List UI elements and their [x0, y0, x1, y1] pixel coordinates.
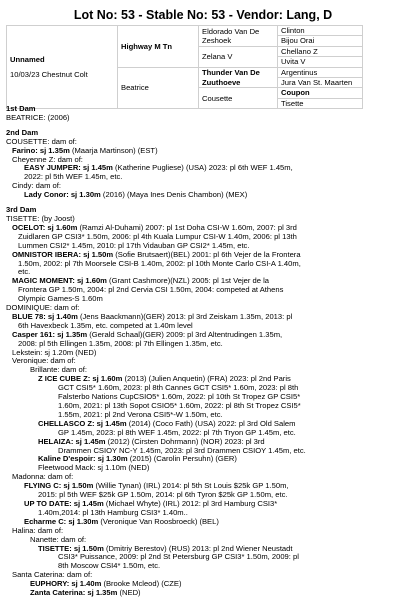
section-heading: 2nd Dam	[6, 127, 39, 137]
record-line	[6, 589, 404, 598]
record-text: 6th Havexbeck 1.35m, etc. competed at 1.40m level	[18, 320, 193, 330]
record-line	[6, 260, 404, 269]
record-text: TISETTE: (by Joost)	[6, 213, 75, 223]
record-text: COUSETTE: dam of:	[6, 136, 77, 146]
record-text: (Grant Cashmore)(NZL) 2005: pl 1st Vejer de la	[106, 276, 270, 286]
section-heading: 3rd Dam	[6, 205, 37, 215]
record-text: Frontera GP 1.50m, 2004: pl 2nd Cervia CSI 1.50m, 2004: competed at Athens	[18, 285, 284, 295]
horse-result: Z ICE CUBE Z: sj 1.60m	[38, 374, 123, 384]
record-text: 2015: pl 5th WEF $25k GP 1.50m, 2014: pl 6th Tyron $25k GP 1.50m, etc.	[38, 490, 288, 500]
record-text: (NED)	[117, 588, 141, 598]
record-text: Lekstein: sj 1.20m (NED)	[12, 347, 97, 357]
record-text: Brillante: dam of:	[30, 365, 87, 375]
record-text: 2022: pl 5th WEF 1.45m, etc.	[24, 172, 123, 182]
record-text: 1.55m, 2021: pl 2nd Verona CSI5*-W 1.50m, etc.	[58, 409, 223, 419]
horse-result: EUPHORY: sj 1.40m	[30, 579, 102, 589]
record-text: Drammen CSIOY NC-Y 1.45m, 2023: pl 3rd Drammen CSIOY 1.45m, etc.	[58, 445, 306, 455]
dsd-cell: Jura Van St. Maarten	[278, 78, 363, 88]
horse-result: EASY JUMPER: sj 1.45m	[24, 163, 113, 173]
horse-result: Farino: sj 1.35m	[12, 145, 70, 155]
record-line	[6, 191, 404, 200]
record-text: (2013) (Julien Anquetin) (FRA) 2023: pl 2nd Paris	[122, 374, 291, 384]
record-text: Lummen CSI2* 1.45m, 2010: pl 17th Vidauban GP CSI2* 1.45m, etc.	[18, 240, 250, 250]
record-text: etc.	[18, 267, 31, 277]
record-text: Nanette: dam of:	[30, 534, 87, 544]
record-text: (Jens Baackmann)(GER) 2013: pl 3rd Zeiskam 1.35m, 2013: pl	[77, 311, 293, 321]
produce-record	[6, 105, 404, 598]
horse-result: MAGIC MOMENT: sj 1.60m	[12, 276, 107, 286]
record-text: Zuidlaren GP CSI3* 1.50m, 2006: pl 4th Kuala Lumpur CSI-W 1.40m, 2006: pl 13th	[18, 231, 297, 241]
horse-result: BLUE 78: sj 1.40m	[12, 311, 78, 321]
sire-dam-cell: Zelana V	[199, 46, 278, 67]
dam-dam-cell: Cousette	[199, 88, 278, 109]
record-text: Veronique: dam of:	[12, 356, 76, 366]
dss-cell: Argentinus	[278, 67, 363, 77]
record-text: Santa Caterina: dam of:	[12, 570, 93, 580]
record-text: BEATRICE: (2006)	[6, 112, 70, 122]
record-text: (Brooke Mcleod) (CZE)	[101, 579, 182, 589]
record-line	[6, 114, 404, 123]
dam-cell: Beatrice	[118, 67, 199, 109]
record-text: Olympic Games-S 1.60m	[18, 294, 103, 304]
record-text: (Maarja Martinson) (EST)	[69, 145, 158, 155]
record-text: (Ramzi Al-Duhami) 2007: pl 1st Doha CSI-W 1.60m, 2007: pl 3rd	[77, 222, 297, 232]
dds-cell: Coupon	[278, 88, 363, 98]
record-text: GP 1.45m, 2023: pl 8th WEF 1.45m, 2022: pl 7th Tryon GP 1.45m, etc.	[58, 427, 296, 437]
record-text: Cindy: dam of:	[12, 181, 61, 191]
horse-result: OCELOT: sj 1.60m	[12, 222, 78, 232]
record-text: Cheyenne Z: dam of:	[12, 154, 83, 164]
sire-cell: Highway M Tn	[118, 26, 199, 68]
record-text: (Dmitriy Berestov) (RUS) 2013: pl 2nd Wiener Neustadt	[103, 543, 293, 553]
horse-result: Zanta Caterina: sj 1.35m	[30, 588, 118, 598]
record-text: (Sofie Brutsaert)(BEL) 2001: pl 6th Vejer de la Frontera	[113, 249, 301, 259]
record-text: (2014) (Coco Fath) (USA) 2022: pl 3rd Old Salem	[126, 418, 296, 428]
record-text: Madonna: dam of:	[12, 472, 74, 482]
record-text: CSI3* Puissance, 2009: pl 2nd St Petersburg GP CSI3* 1.50m, 2009: pl	[58, 552, 299, 562]
record-text: (Willie Tynan) (IRL) 2014: pl 5th St Louis $25k GP 1.50m,	[93, 481, 289, 491]
record-text: Halina: dam of:	[12, 525, 64, 535]
section-heading: 1st Dam	[6, 104, 36, 113]
horse-result: Kaline D'espoir: sj 1.30m	[38, 454, 128, 464]
record-text: 1.50m, 2002: pl 7th Moorsele CSI-B 1.40m, 2002: pl 10th Monte Carlo CSI-A 1.40m,	[18, 258, 301, 268]
horse-cell	[7, 26, 118, 109]
horse-result: HELAIZA: sj 1.45m	[38, 436, 106, 446]
record-text: 1.60m, 2021: pl 13th Sopot CSIO5* 1.60m, 2022: pl 8th St Tropez CSI5*	[58, 401, 301, 410]
sire-sire-cell: Eldorado Van De Zeshoek	[199, 26, 278, 47]
lot-header: Lot No: 53 - Stable No: 53 - Vendor: Lang, D	[73, 8, 333, 22]
record-line	[6, 518, 404, 527]
horse-result: Echarme C: sj 1.30m	[24, 516, 99, 526]
record-text: (2016) (Maya Ines Denis Chambon) (MEX)	[100, 190, 248, 200]
record-text: (2012) (Cirsten Dohrmann) (NOR) 2023: pl 3rd	[105, 436, 265, 446]
record-text: Fleetwood Mack: sj 1.10m (NED)	[38, 463, 150, 473]
horse-result: TISETTE: sj 1.50m	[38, 543, 104, 553]
ddd-cell: Tisette	[278, 98, 363, 108]
record-text: (Katherine Pugliese) (USA) 2023: pl 6th WEF 1.45m,	[112, 163, 293, 173]
record-text: (Gerald Schaal)(GER) 2009: pl 3rd Altentrudingen 1.35m,	[87, 329, 283, 339]
record-text: Falsterbo Nations CupCSIO5* 1.60m, 2022: pl 10th St Tropez GP CSI5*	[58, 392, 301, 402]
horse-name: Unnamed	[10, 54, 45, 64]
ssd-cell: Bijou Orai	[278, 36, 363, 46]
sss-cell: Clinton	[278, 26, 363, 36]
record-text: GCT CSI5* 1.60m, 2023: pl 8th Cannes GCT CSI5* 1.60m, 2023: pl 8th	[58, 383, 299, 393]
pedigree-table	[6, 25, 363, 109]
horse-info: 10/03/23 Chestnut Colt	[10, 70, 88, 80]
record-text: 8th Moscow CSI4* 1.50m, etc.	[58, 561, 161, 571]
sds-cell: Chellano Z	[278, 46, 363, 56]
sdd-cell: Uvita V	[278, 57, 363, 67]
record-text: (Michael Whyte) (IRL) 2012: pl 3rd Hamburg CSI3*	[103, 498, 278, 508]
horse-result: OMNISTOR IBERA: sj 1.50m	[12, 249, 114, 259]
record-line	[6, 173, 404, 182]
record-text: DOMINIQUE: dam of:	[6, 303, 80, 313]
horse-result: Lady Conor: sj 1.30m	[24, 190, 101, 200]
horse-result: Casper 161: sj 1.35m	[12, 329, 88, 339]
dam-sire-cell: Thunder Van De Zuuthoeve	[199, 67, 278, 88]
horse-result: UP TO DATE: sj 1.45m	[24, 498, 104, 508]
record-text: (Veronique Van Roosbroeck) (BEL)	[98, 516, 219, 526]
horse-result: CHELLASCO Z: sj 1.45m	[38, 418, 127, 428]
record-text: (2015) (Carolin Persuhn) (GER)	[127, 454, 237, 464]
horse-result: FLYING C: sj 1.50m	[24, 481, 94, 491]
record-text: 2008: pl 5th Ellingen 1.35m, 2008: pl 7th Ellingen 1.35m, etc.	[18, 338, 223, 348]
record-text: 1.40m,2014: pl 13th Hamburg CSI3* 1.40m..	[38, 507, 188, 517]
